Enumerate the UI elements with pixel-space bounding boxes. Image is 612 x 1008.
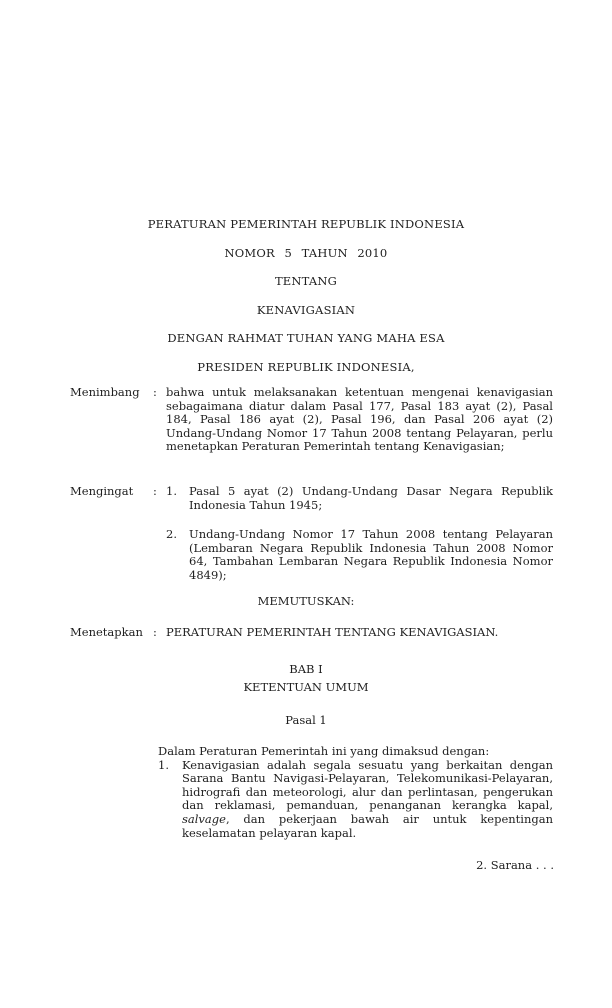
pasal-item-1 <box>158 759 553 841</box>
item-text: Pasal 5 ayat (2) Undang-Undang Dasar Negara Republik Indonesia Tahun 1945; <box>189 484 553 512</box>
menimbang-colon: : <box>153 385 157 399</box>
menetapkan-section <box>70 626 553 640</box>
menetapkan-label: Menetapkan <box>70 625 143 639</box>
item-text: Undang-Undang Nomor 17 Tahun 2008 tentang Pelayaran (Lembaran Negara Republik Indonesia Tahun 2008 Nomor 64, Tambahan Lembaran Negara Republik Indonesia Nomor 4849); <box>189 527 553 582</box>
issuer-line: PRESIDEN REPUBLIK INDONESIA, <box>197 359 415 374</box>
item-number: 2. <box>166 527 177 542</box>
regulation-subject: KENAVIGASIAN <box>256 302 356 317</box>
menimbang-text: bahwa untuk melaksanakan ketentuan mengenai kenavigasian sebagaimana diatur dalam Pasal 177, Pasal 183 ayat (2), Pasal 184, Pasal 186 ayat (2), Pasal 196, dan Pasal 206 ayat (2) Undang-Undang Nomor 17 Tahun 2008 tentang Pelayaran, perlu menetapkan Peraturan Pemerintah tentang Kenavigasian; <box>166 385 553 454</box>
definition-text-end: , dan pekerjaan bawah air untuk kepentingan keselamatan pelayaran kapal. <box>182 811 553 840</box>
pasal-body <box>158 745 553 840</box>
memutuskan-heading: MEMUTUSKAN: <box>257 594 355 608</box>
mengingat-item-2 <box>166 528 553 582</box>
mengingat-item-1 <box>166 485 553 512</box>
menetapkan-text: PERATURAN PEMERINTAH TENTANG KENAVIGASIAN. <box>166 625 499 639</box>
regulation-number: NOMOR 5 TAHUN 2010 <box>224 245 388 260</box>
catchword: 2. Sarana . . . <box>476 858 554 872</box>
pasal-intro: Dalam Peraturan Pemerintah ini yang dimaksud dengan: <box>158 744 490 758</box>
menetapkan-colon: : <box>153 625 157 639</box>
menimbang-label: Menimbang <box>70 385 140 399</box>
bab-number: BAB I <box>289 662 323 676</box>
definition-text-start: Kenavigasian adalah segala sesuatu yang berkaitan dengan Sarana Bantu Navigasi-Pelayaran, Telekomunikasi-Pelayaran, hidrografi dan meteorologi, alur dan perlintasan, pengerukan dan reklamasi, pemanduan, penanganan kerangka kapal, <box>182 757 553 813</box>
regulation-title: PERATURAN PEMERINTAH REPUBLIK INDONESIA <box>147 217 465 231</box>
pasal-heading: Pasal 1 <box>285 713 327 727</box>
invocation-line: DENGAN RAHMAT TUHAN YANG MAHA ESA <box>167 331 445 346</box>
item-number: 1. <box>166 484 177 498</box>
bab-title: KETENTUAN UMUM <box>243 680 369 695</box>
mengingat-label: Mengingat <box>70 484 134 498</box>
item-number: 1. <box>158 757 169 772</box>
menimbang-section <box>70 386 553 454</box>
mengingat-section <box>70 485 553 583</box>
item-text <box>182 759 553 841</box>
tentang-label: TENTANG <box>274 274 338 289</box>
mengingat-colon: : <box>153 484 157 498</box>
definition-italic-term: salvage <box>182 811 226 826</box>
document-heading <box>0 210 612 382</box>
bab-heading <box>0 660 612 697</box>
